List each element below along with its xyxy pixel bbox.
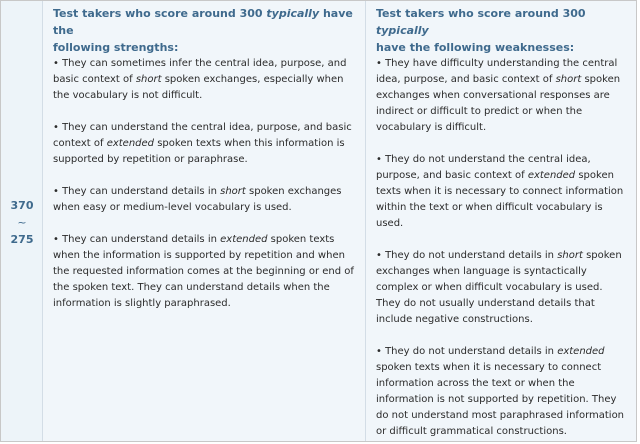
strengths-header-emphasis: typically xyxy=(266,7,320,20)
weakness-item: • They do not understand details in extended spoken texts when it is necessary to connect information across the text or when the information is not supported by repetition. They do not understand most paraphrased information or difficult grammatical constructions. xyxy=(376,346,625,437)
weakness-item: • They have difficulty understanding the central idea, purpose, and basic context of short spoken exchanges when conversational responses are indirect or difficult to predict or when the vocabulary is difficult. xyxy=(376,58,621,133)
weaknesses-column xyxy=(366,1,636,441)
weaknesses-header-prefix: Test takers who score around 300 xyxy=(376,7,586,20)
strengths-header-prefix: Test takers who score around 300 xyxy=(53,7,267,20)
strengths-column xyxy=(43,1,366,441)
weaknesses-header xyxy=(376,5,631,56)
strengths-header xyxy=(53,5,359,56)
strengths-header-suffix: have the xyxy=(53,7,353,37)
strength-item: • They can understand details in extended spoken texts when the information is supported by repetition and when the requested information comes at the beginning or end of the spoken text. They can understand details when the information is slightly paraphrased. xyxy=(53,234,354,309)
score-range-low: 275 xyxy=(10,233,34,246)
strength-item: • They can understand the central idea, purpose, and basic context of extended spoken texts when this information is supported by repetition or paraphrase. xyxy=(53,122,352,165)
score-range-separator: ~ xyxy=(17,216,27,229)
weakness-item: • They do not understand the central idea, purpose, and basic context of extended spoken texts when it is necessary to connect information within the text or when difficult vocabulary is used. xyxy=(376,154,624,229)
weakness-item: • They do not understand details in short spoken exchanges when language is syntactically complex or when difficult vocabulary is used. They do not usually understand details that include negative constructions. xyxy=(376,250,622,325)
weaknesses-header-line2: have the following weaknesses: xyxy=(376,41,575,54)
score-range-high: 370 xyxy=(10,199,34,212)
strength-item: • They can sometimes infer the central idea, purpose, and basic context of short spoken exchanges, especially when the vocabulary is not difficult. xyxy=(53,58,347,101)
strength-item: • They can understand details in short spoken exchanges when easy or medium-level vocabulary is used. xyxy=(53,186,342,213)
strengths-header-line2: following strengths: xyxy=(53,41,179,54)
weaknesses-header-emphasis: typically xyxy=(376,24,429,37)
score-range-column xyxy=(1,1,43,441)
